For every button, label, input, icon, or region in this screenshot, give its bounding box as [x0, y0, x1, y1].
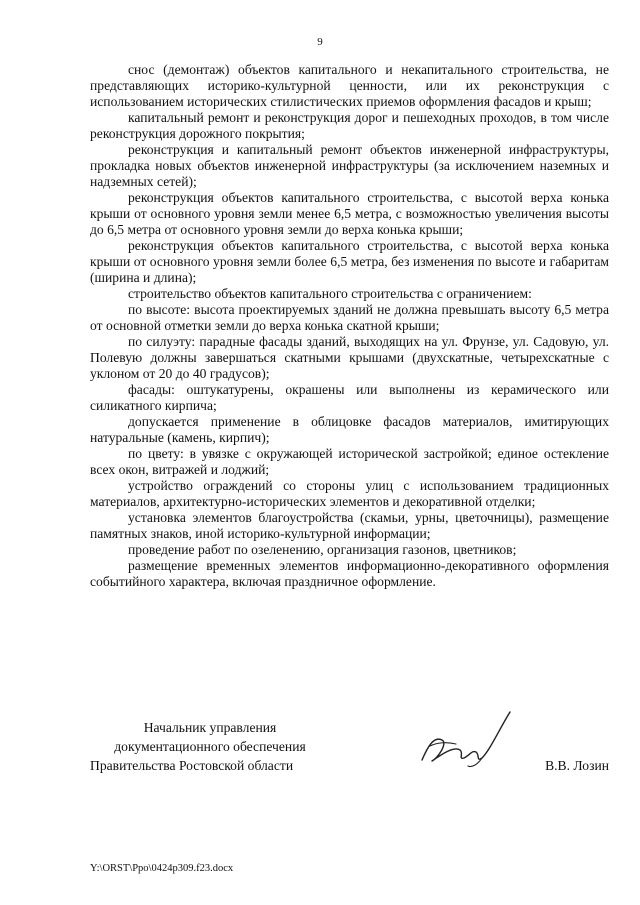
- handwritten-signature: [408, 706, 518, 786]
- paragraph-construction-restrictions: строительство объектов капитального строительства с ограничением:: [128, 286, 532, 301]
- paragraph-fences: устройство ограждений со стороны улиц с использованием традиционных материалов, архитектурно-исторических элементов и декоративной отделки;: [90, 478, 609, 509]
- file-path-footer: Y:\ORST\Ppo\0424p309.f23.docx: [90, 863, 234, 874]
- paragraph-temporary-decor: размещение временных элементов информационно-декоративного оформления событийного характера, включая праздничное оформление.: [90, 558, 609, 589]
- paragraph-demolition: снос (демонтаж) объектов капитального и некапитального строительства, не представляющих историко-культурной ценности, или их реконструкция с использованием исторических стилистических приемов оформления фасадов и крыш;: [90, 62, 609, 109]
- paragraph-road-repair: капитальный ремонт и реконструкция дорог и пешеходных проходов, в том числе реконструкция дорожного покрытия;: [90, 110, 609, 141]
- paragraph-cladding-materials: допускается применение в облицовке фасадов материалов, имитирующих натуральные (камень, кирпич);: [90, 414, 609, 445]
- signer-position-line: документационного обеспечения: [114, 739, 306, 754]
- paragraph-facades: фасады: оштукатурены, окрашены или выполнены из керамического или силикатного кирпича;: [90, 382, 609, 413]
- page-number: 9: [317, 36, 323, 48]
- paragraph-greening: проведение работ по озеленению, организация газонов, цветников;: [128, 542, 517, 557]
- paragraph-silhouette: по силуэту: парадные фасады зданий, выходящих на ул. Фрунзе, ул. Садовую, ул. Полевую должны завершаться скатными крышами (двухскатные, четырехскатные с уклоном от 20 до 40 градусов);: [90, 334, 609, 381]
- paragraph-reconstruction-under-6-5m: реконструкция объектов капитального строительства, с высотой верха конька крыши от основного уровня земли менее 6,5 метра, с возможностью увеличения высоты до 6,5 метра от основного уровня земли до верха конька крыши;: [90, 190, 609, 237]
- signer-position: [90, 718, 330, 775]
- paragraph-reconstruction-over-6-5m: реконструкция объектов капитального строительства, с высотой верха конька крыши от основного уровня земли более 6,5 метра, без изменения по высоте и габаритам (ширина и длина);: [90, 238, 609, 285]
- paragraph-engineering-infrastructure: реконструкция и капитальный ремонт объектов инженерной инфраструктуры, прокладка новых объектов инженерной инфраструктуры (за исключением наземных и надземных сетей);: [90, 142, 609, 189]
- paragraph-height-limit: по высоте: высота проектируемых зданий не должна превышать высоту 6,5 метра от основной отметки земли до верха конька скатной крыши;: [90, 302, 609, 333]
- paragraph-landscaping-elements: установка элементов благоустройства (скамьи, урны, цветочницы), размещение памятных знаков, иной историко-культурной информации;: [90, 510, 609, 541]
- signature-block: [90, 718, 609, 788]
- signer-name: В.В. Лозин: [545, 758, 609, 773]
- signer-position-line: Правительства Ростовской области: [90, 758, 294, 773]
- signer-position-line: Начальник управления: [143, 720, 277, 735]
- paragraph-color: по цвету: в увязке с окружающей исторической застройкой; единое остекление всех окон, витражей и лоджий;: [90, 446, 609, 477]
- document-body: [90, 62, 609, 590]
